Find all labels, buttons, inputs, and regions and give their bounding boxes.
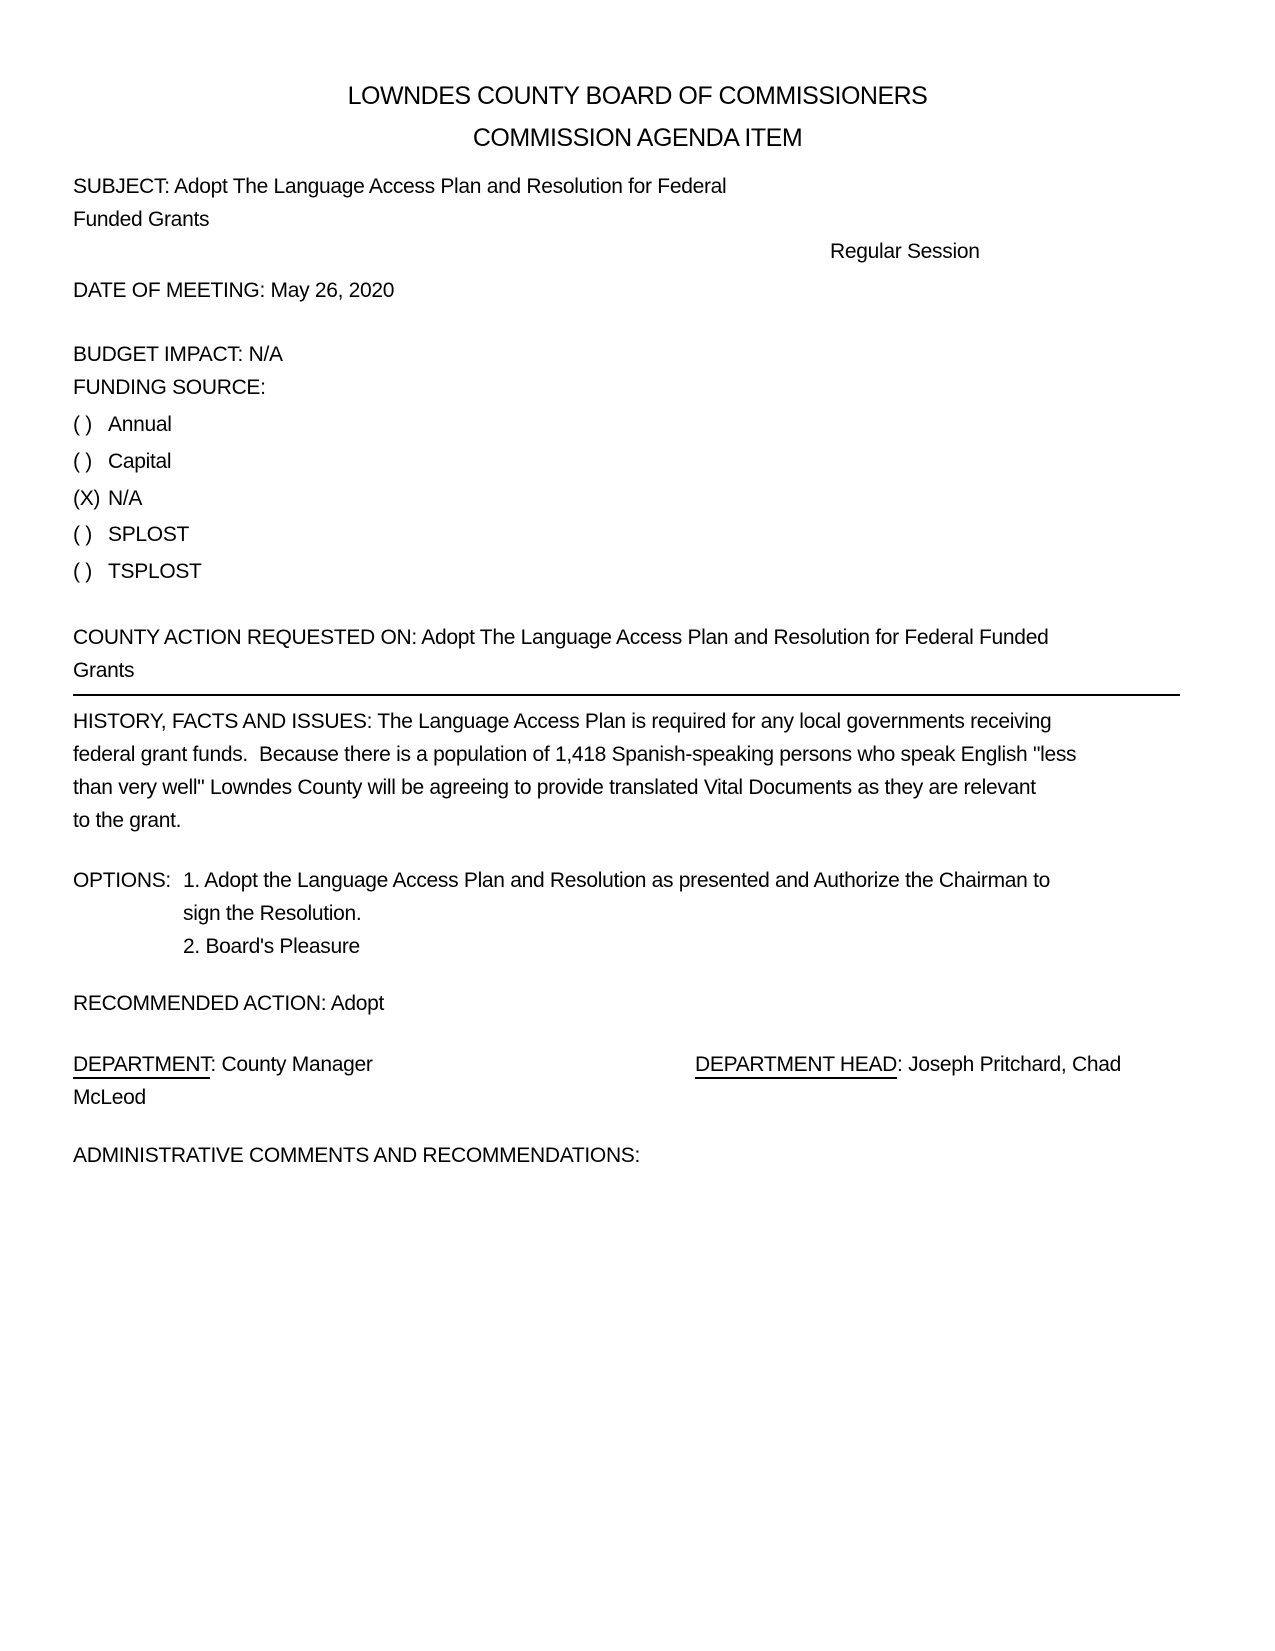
checkbox-mark: ( ) — [73, 560, 92, 584]
funding-option-label: TSPLOST — [108, 560, 202, 584]
options-item1-line1: 1. Adopt the Language Access Plan and Resolution as presented and Authorize the Chairman to — [183, 869, 1050, 892]
subject-block — [73, 170, 726, 236]
department-block — [73, 1048, 1193, 1114]
funding-source-label: FUNDING SOURCE: — [73, 376, 266, 399]
department-head-column — [695, 1048, 1121, 1081]
checkbox-mark: ( ) — [73, 449, 92, 473]
administrative-comments-label: ADMINISTRATIVE COMMENTS AND RECOMMENDATIONS: — [73, 1144, 641, 1167]
funding-option-na — [73, 481, 202, 518]
funding-options-list — [73, 407, 202, 591]
recommended-action: RECOMMENDED ACTION: Adopt — [73, 992, 385, 1015]
subject-line2: Funded Grants — [73, 208, 210, 231]
horizontal-divider — [73, 694, 1180, 696]
funding-option-annual — [73, 407, 202, 444]
options-item1-line2: sign the Resolution. — [183, 902, 362, 925]
document-title-line2: COMMISSION AGENDA ITEM — [472, 124, 803, 152]
subject-line1: SUBJECT: Adopt The Language Access Plan and Resolution for Federal — [73, 175, 727, 198]
department-value: : County Manager — [210, 1053, 373, 1076]
department-head-value: : Joseph Pritchard, Chad — [897, 1053, 1121, 1076]
budget-impact: BUDGET IMPACT: N/A — [73, 343, 283, 366]
history-line3: than very well" Lowndes County will be agreeing to provide translated Vital Documents as they are relevant — [73, 776, 1036, 799]
department-head-label: DEPARTMENT HEAD — [695, 1053, 897, 1079]
date-of-meeting: DATE OF MEETING: May 26, 2020 — [73, 279, 395, 302]
options-item2: 2. Board's Pleasure — [183, 935, 360, 958]
session-label: Regular Session — [830, 240, 980, 263]
document-title-line1: LOWNDES COUNTY BOARD OF COMMISSIONERS — [347, 82, 928, 110]
funding-option-label: Capital — [108, 449, 172, 473]
budget-funding-block — [73, 338, 283, 404]
county-action-line1: COUNTY ACTION REQUESTED ON: Adopt The Language Access Plan and Resolution for Federal Funded — [73, 626, 1049, 649]
options-block — [73, 864, 1275, 963]
funding-option-label: N/A — [108, 486, 143, 510]
history-line2: federal grant funds. Because there is a population of 1,418 Spanish-speaking persons who speak English "less — [73, 743, 1077, 766]
county-action-line2: Grants — [73, 659, 135, 682]
funding-option-splost — [73, 517, 202, 554]
history-facts-block — [73, 705, 1233, 837]
checkbox-mark: ( ) — [73, 523, 92, 547]
funding-option-tsplost — [73, 554, 202, 591]
history-line1: HISTORY, FACTS AND ISSUES: The Language Access Plan is required for any local governments receiving — [73, 710, 1052, 733]
department-head-value-line2: McLeod — [73, 1086, 146, 1109]
funding-option-label: SPLOST — [108, 523, 190, 547]
document-title — [0, 75, 1275, 159]
county-action-block — [73, 621, 1193, 687]
funding-option-label: Annual — [108, 413, 172, 436]
options-label: OPTIONS: — [73, 869, 171, 892]
funding-option-capital — [73, 444, 202, 481]
history-line4: to the grant. — [73, 809, 182, 832]
department-label: DEPARTMENT — [73, 1053, 210, 1079]
checkbox-mark: ( ) — [73, 413, 92, 436]
checkbox-mark-checked: (X) — [73, 486, 101, 510]
